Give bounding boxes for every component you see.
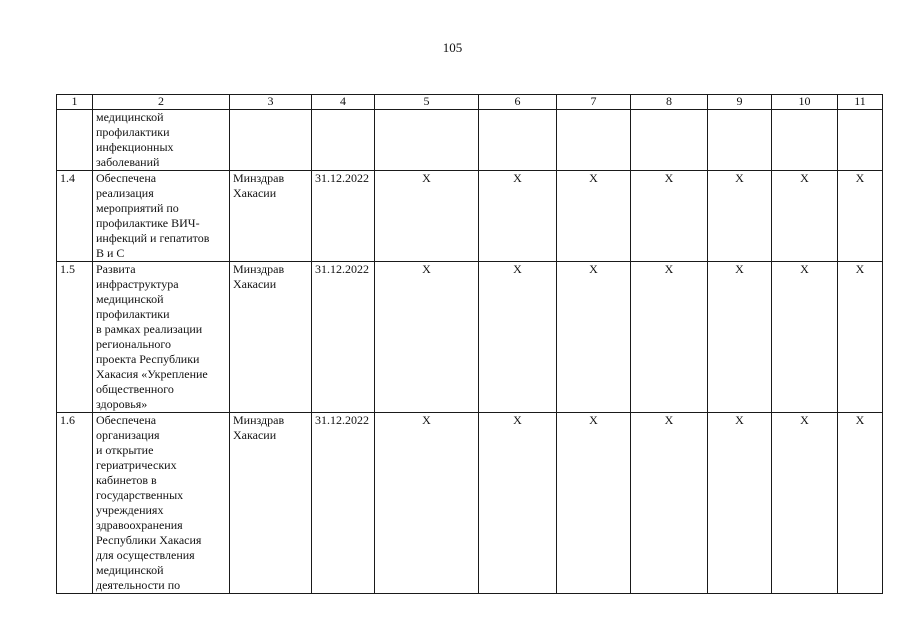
deadline-cell-text: 31.12.2022 bbox=[315, 262, 369, 276]
mark-cell-col-9-text: X bbox=[735, 171, 744, 185]
mark-cell-col-10-text: X bbox=[800, 262, 809, 276]
item-number-cell bbox=[57, 262, 93, 413]
responsible-cell bbox=[230, 413, 312, 594]
mark-cell-col-11-text: X bbox=[855, 262, 865, 276]
responsible-cell-text: Минздрав Хакасии bbox=[233, 171, 285, 200]
deadline-cell bbox=[312, 171, 375, 262]
responsible-cell-text: Минздрав Хакасии bbox=[233, 413, 285, 442]
mark-cell-col-10 bbox=[772, 262, 838, 413]
mark-cell-col-11 bbox=[838, 262, 883, 413]
responsible-cell bbox=[230, 171, 312, 262]
mark-cell-col-6 bbox=[479, 110, 557, 171]
mark-cell-col-9 bbox=[708, 110, 772, 171]
column-header-4: 4 bbox=[312, 95, 375, 110]
column-header-6: 6 bbox=[479, 95, 557, 110]
mark-cell-col-9 bbox=[708, 413, 772, 594]
mark-cell-col-9-text: X bbox=[735, 262, 744, 276]
mark-cell-col-7 bbox=[557, 262, 631, 413]
mark-cell-col-11 bbox=[838, 110, 883, 171]
item-description-cell-text: Обеспечена реализация мероприятий по профилактике ВИЧ- инфекций и гепатитов В и С bbox=[96, 171, 210, 260]
mark-cell-col-6-text: X bbox=[513, 413, 522, 427]
item-number-cell bbox=[57, 413, 93, 594]
mark-cell-col-11 bbox=[838, 171, 883, 262]
mark-cell-col-6 bbox=[479, 171, 557, 262]
table-row bbox=[57, 110, 883, 171]
mark-cell-col-8 bbox=[631, 413, 708, 594]
mark-cell-col-6-text: X bbox=[513, 262, 522, 276]
mark-cell-col-7-text: X bbox=[589, 413, 598, 427]
mark-cell-col-8 bbox=[631, 110, 708, 171]
table-row bbox=[57, 413, 883, 594]
mark-cell-col-5 bbox=[375, 413, 479, 594]
item-description-cell bbox=[93, 413, 230, 594]
table-row bbox=[57, 262, 883, 413]
mark-cell-col-10 bbox=[772, 413, 838, 594]
item-description-cell-text: медицинской профилактики инфекционных заболеваний bbox=[96, 110, 174, 169]
item-description-cell bbox=[93, 262, 230, 413]
page-number: 105 bbox=[442, 40, 463, 55]
item-number-cell bbox=[57, 171, 93, 262]
item-description-cell-text: Развита инфраструктура медицинской профилактики в рамках реализации регионального проекта Республики Хакасия «Укрепление общественного здоровья» bbox=[96, 262, 208, 411]
mark-cell-col-8-text: X bbox=[664, 262, 674, 276]
mark-cell-col-5 bbox=[375, 262, 479, 413]
column-header-9: 9 bbox=[708, 95, 772, 110]
mark-cell-col-10-text: X bbox=[800, 171, 809, 185]
mark-cell-col-6-text: X bbox=[513, 171, 522, 185]
deadline-cell bbox=[312, 262, 375, 413]
mark-cell-col-10 bbox=[772, 110, 838, 171]
column-header-8: 8 bbox=[631, 95, 708, 110]
mark-cell-col-8 bbox=[631, 171, 708, 262]
mark-cell-col-5-text: X bbox=[422, 262, 431, 276]
deadline-cell bbox=[312, 110, 375, 171]
mark-cell-col-7 bbox=[557, 171, 631, 262]
table-body bbox=[57, 110, 883, 594]
item-description-cell bbox=[93, 171, 230, 262]
column-header-11: 11 bbox=[838, 95, 883, 110]
measures-table bbox=[56, 94, 883, 594]
header-row bbox=[57, 95, 883, 110]
column-header-10: 10 bbox=[772, 95, 838, 110]
deadline-cell bbox=[312, 413, 375, 594]
mark-cell-col-9 bbox=[708, 171, 772, 262]
mark-cell-col-11-text: X bbox=[855, 171, 865, 185]
mark-cell-col-8-text: X bbox=[664, 171, 674, 185]
item-number-cell-text: 1.6 bbox=[60, 413, 75, 427]
mark-cell-col-5 bbox=[375, 110, 479, 171]
item-description-cell bbox=[93, 110, 230, 171]
responsible-cell bbox=[230, 110, 312, 171]
item-number-cell bbox=[57, 110, 93, 171]
mark-cell-col-11-text: X bbox=[855, 413, 865, 427]
mark-cell-col-8 bbox=[631, 262, 708, 413]
column-header-5: 5 bbox=[375, 95, 479, 110]
mark-cell-col-9 bbox=[708, 262, 772, 413]
mark-cell-col-10-text: X bbox=[800, 413, 809, 427]
mark-cell-col-5-text: X bbox=[422, 171, 431, 185]
deadline-cell-text: 31.12.2022 bbox=[315, 171, 369, 185]
mark-cell-col-9-text: X bbox=[735, 413, 744, 427]
mark-cell-col-11 bbox=[838, 413, 883, 594]
deadline-cell-text: 31.12.2022 bbox=[315, 413, 369, 427]
mark-cell-col-7-text: X bbox=[589, 262, 598, 276]
mark-cell-col-6 bbox=[479, 262, 557, 413]
mark-cell-col-5 bbox=[375, 171, 479, 262]
column-header-3: 3 bbox=[230, 95, 312, 110]
mark-cell-col-6 bbox=[479, 413, 557, 594]
responsible-cell bbox=[230, 262, 312, 413]
mark-cell-col-10 bbox=[772, 171, 838, 262]
mark-cell-col-8-text: X bbox=[664, 413, 674, 427]
responsible-cell-text: Минздрав Хакасии bbox=[233, 262, 285, 291]
mark-cell-col-7 bbox=[557, 110, 631, 171]
item-description-cell-text: Обеспечена организация и открытие гериатрических кабинетов в государственных учреждениях здравоохранения Республики Хакасия для осуществления медицинской деятельности по bbox=[96, 413, 202, 592]
table-row bbox=[57, 171, 883, 262]
item-number-cell-text: 1.5 bbox=[60, 262, 75, 276]
column-header-7: 7 bbox=[557, 95, 631, 110]
column-header-2: 2 bbox=[93, 95, 230, 110]
mark-cell-col-7 bbox=[557, 413, 631, 594]
mark-cell-col-7-text: X bbox=[589, 171, 598, 185]
column-header-1: 1 bbox=[57, 95, 93, 110]
mark-cell-col-5-text: X bbox=[422, 413, 431, 427]
item-number-cell-text: 1.4 bbox=[60, 171, 75, 185]
